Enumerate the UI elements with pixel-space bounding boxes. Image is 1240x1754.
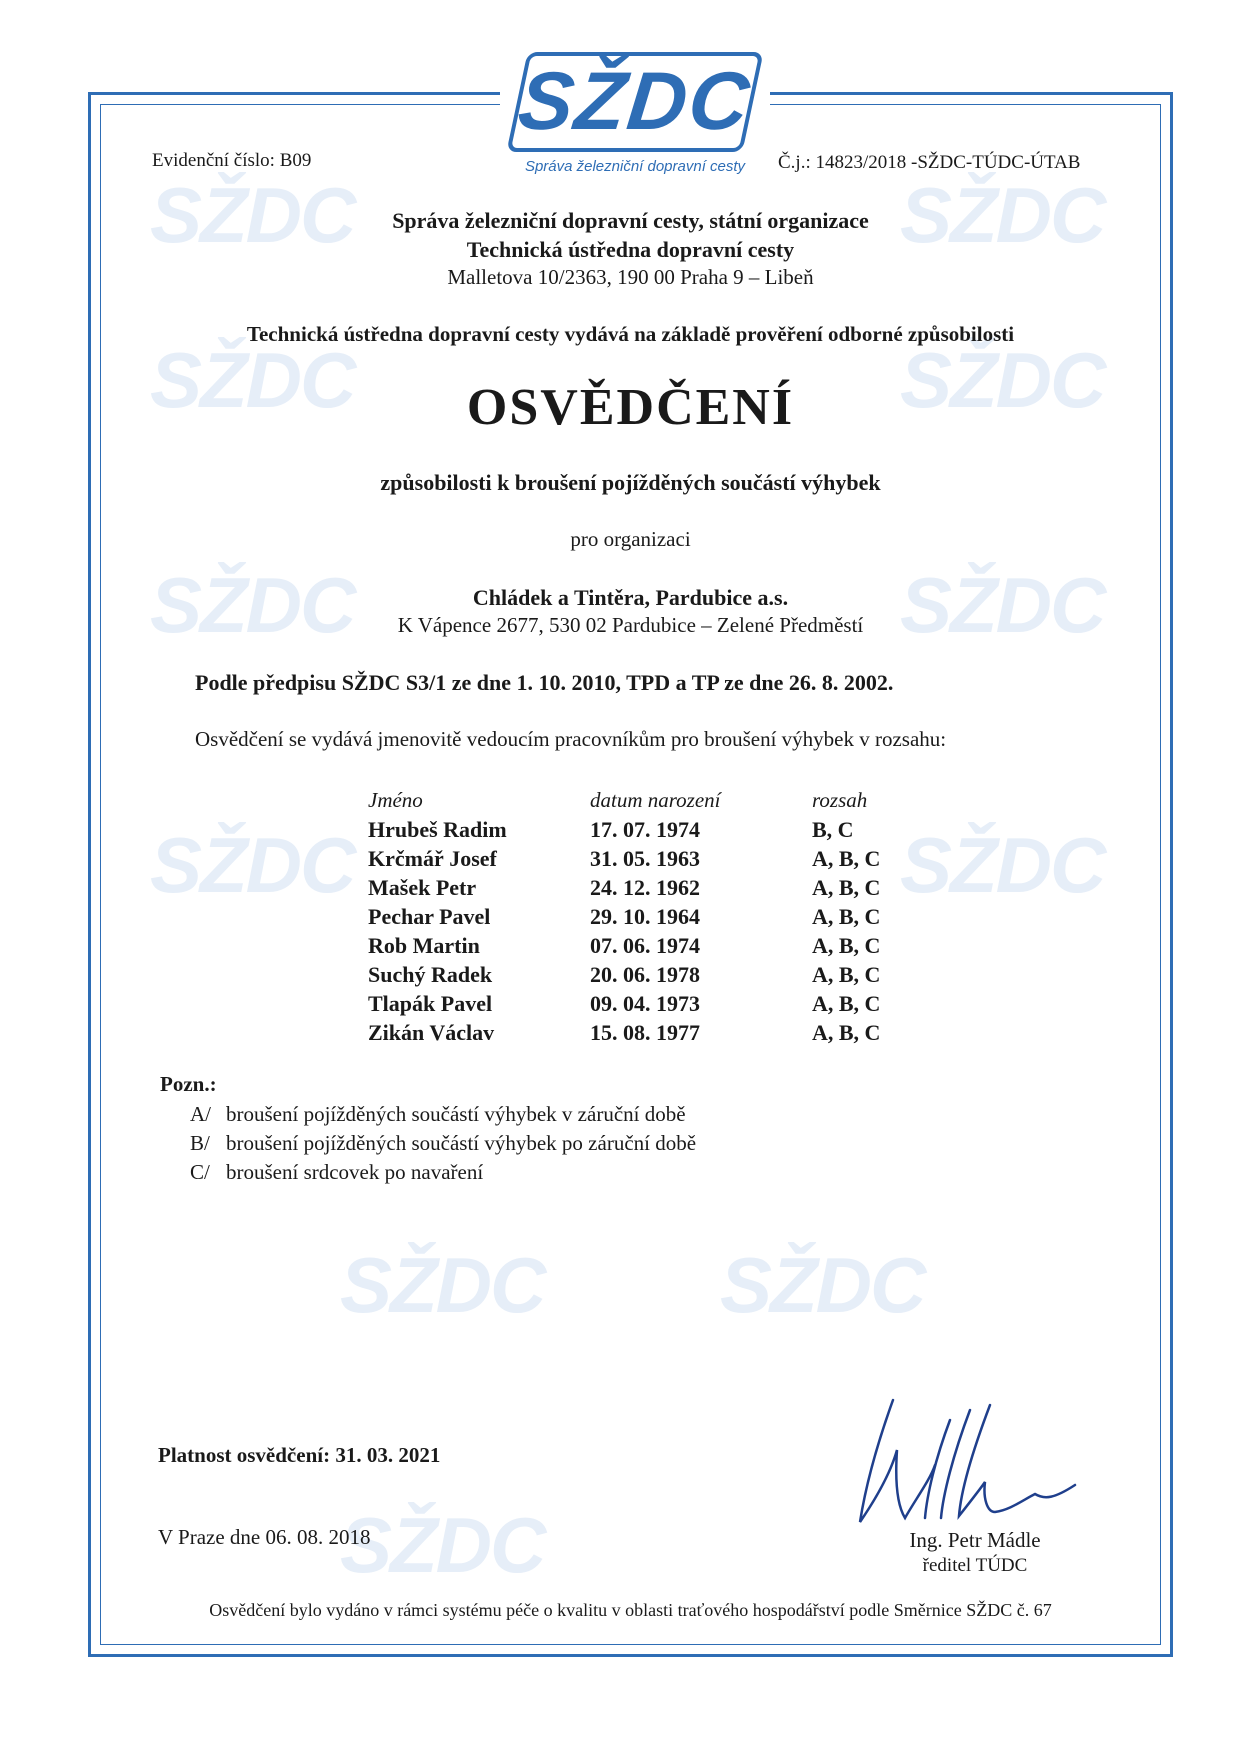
personnel-table — [368, 786, 922, 1047]
note-text: broušení srdcovek po navaření — [226, 1160, 484, 1184]
note-key: B/ — [190, 1131, 210, 1155]
watermark-logo: SŽDC — [720, 1241, 925, 1329]
person-birthdate: 09. 04. 1973 — [590, 990, 700, 1016]
table-row — [368, 844, 922, 873]
reference-number: Č.j.: 14823/2018 -SŽDC-TÚDC-ÚTAB — [778, 152, 1081, 173]
validity-date: Platnost osvědčení: 31. 03. 2021 — [158, 1443, 441, 1467]
evidence-number: Evidenční číslo: B09 — [152, 150, 312, 171]
notes-list — [190, 1100, 696, 1187]
person-name: Zikán Václav — [368, 1019, 495, 1045]
person-name: Mašek Petr — [368, 874, 477, 900]
person-birthdate: 20. 06. 1978 — [590, 961, 700, 987]
note-text: broušení pojížděných součástí výhybek v záruční době — [226, 1102, 686, 1126]
table-row — [368, 873, 922, 902]
column-header-scope: rozsah — [812, 788, 868, 812]
signer-name: Ing. Petr Mádle — [909, 1528, 1041, 1552]
person-name: Suchý Radek — [368, 961, 493, 987]
person-scope: A, B, C — [812, 903, 881, 929]
person-scope: A, B, C — [812, 932, 881, 958]
company-name: Chládek a Tintěra, Pardubice a.s. — [472, 585, 789, 610]
person-birthdate: 31. 05. 1963 — [590, 845, 700, 871]
watermark-logo: SŽDC — [340, 1241, 545, 1329]
issuer-name: Správa železniční dopravní cesty, státní organizace — [392, 208, 869, 233]
issuer-department: Technická ústředna dopravní cesty — [466, 237, 795, 262]
notes-label: Pozn.: — [160, 1072, 217, 1096]
issues-statement: Technická ústředna dopravní cesty vydává na základě prověření odborné způsobilosti — [246, 322, 1015, 346]
for-organization-label: pro organizaci — [570, 527, 691, 551]
person-birthdate: 17. 07. 1974 — [590, 816, 700, 842]
table-row — [368, 960, 922, 989]
person-scope: A, B, C — [812, 845, 881, 871]
person-name: Rob Martin — [368, 932, 480, 958]
table-row — [368, 989, 922, 1018]
note-item — [190, 1158, 696, 1187]
szdc-logo — [500, 48, 770, 188]
watermark-logo: SŽDC — [900, 821, 1105, 909]
person-birthdate: 29. 10. 1964 — [590, 903, 700, 929]
issuance-intro: Osvědčení se vydává jmenovitě vedoucím pracovníkům pro broušení výhybek v rozsahu: — [195, 727, 947, 751]
watermark-logo: SŽDC — [900, 561, 1105, 649]
person-scope: A, B, C — [812, 874, 881, 900]
person-name: Pechar Pavel — [368, 903, 491, 929]
note-text: broušení pojížděných součástí výhybek po záruční době — [226, 1131, 697, 1155]
person-birthdate: 15. 08. 1977 — [590, 1019, 700, 1045]
person-name: Tlapák Pavel — [368, 990, 493, 1016]
column-header-name: Jméno — [368, 788, 423, 812]
person-name: Hrubeš Radim — [368, 816, 507, 842]
note-key: A/ — [190, 1102, 211, 1126]
footer-note: Osvědčení bylo vydáno v rámci systému péče o kvalitu v oblasti traťového hospodářství podle Směrnice SŽDC č. 67 — [209, 1600, 1052, 1620]
certificate-subtitle: způsobilosti k broušení pojížděných součástí výhybek — [380, 470, 881, 495]
person-birthdate: 07. 06. 1974 — [590, 932, 700, 958]
logo-frame — [506, 52, 763, 152]
watermark-logo: SŽDC — [150, 821, 355, 909]
table-row — [368, 815, 922, 844]
table-row — [368, 1018, 922, 1047]
watermark-logo: SŽDC — [150, 561, 355, 649]
table-header-row — [368, 786, 922, 815]
issuer-address: Malletova 10/2363, 190 00 Praha 9 – Libeň — [447, 265, 814, 289]
table-row — [368, 902, 922, 931]
signer-role: ředitel TÚDC — [922, 1555, 1028, 1576]
column-header-birthdate: datum narození — [590, 788, 721, 812]
watermark-logo: SŽDC — [900, 336, 1105, 424]
place-and-date: V Praze dne 06. 08. 2018 — [158, 1525, 371, 1549]
regulation-reference: Podle předpisu SŽDC S3/1 ze dne 1. 10. 2010, TPD a TP ze dne 26. 8. 2002. — [195, 670, 894, 695]
watermark-logo: SŽDC — [150, 171, 355, 259]
person-scope: A, B, C — [812, 1019, 881, 1045]
person-scope: A, B, C — [812, 961, 881, 987]
watermark-logo: SŽDC — [340, 1501, 545, 1589]
person-birthdate: 24. 12. 1962 — [590, 874, 700, 900]
note-key: C/ — [190, 1160, 210, 1184]
watermark-logo: SŽDC — [150, 336, 355, 424]
company-address: K Vápence 2677, 530 02 Pardubice – Zelené Předměstí — [397, 613, 864, 637]
table-row — [368, 931, 922, 960]
note-item — [190, 1129, 696, 1158]
certificate-title: OSVĚDČENÍ — [466, 379, 795, 436]
logo-text: SŽDC — [514, 56, 756, 147]
person-scope: A, B, C — [812, 990, 881, 1016]
watermark-logo: SŽDC — [900, 171, 1105, 259]
logo-subtitle: Správa železniční dopravní cesty — [524, 158, 746, 175]
person-scope: B, C — [812, 816, 854, 842]
person-name: Krčmář Josef — [368, 845, 497, 871]
note-item — [190, 1100, 696, 1129]
signature-image — [835, 1390, 1095, 1530]
